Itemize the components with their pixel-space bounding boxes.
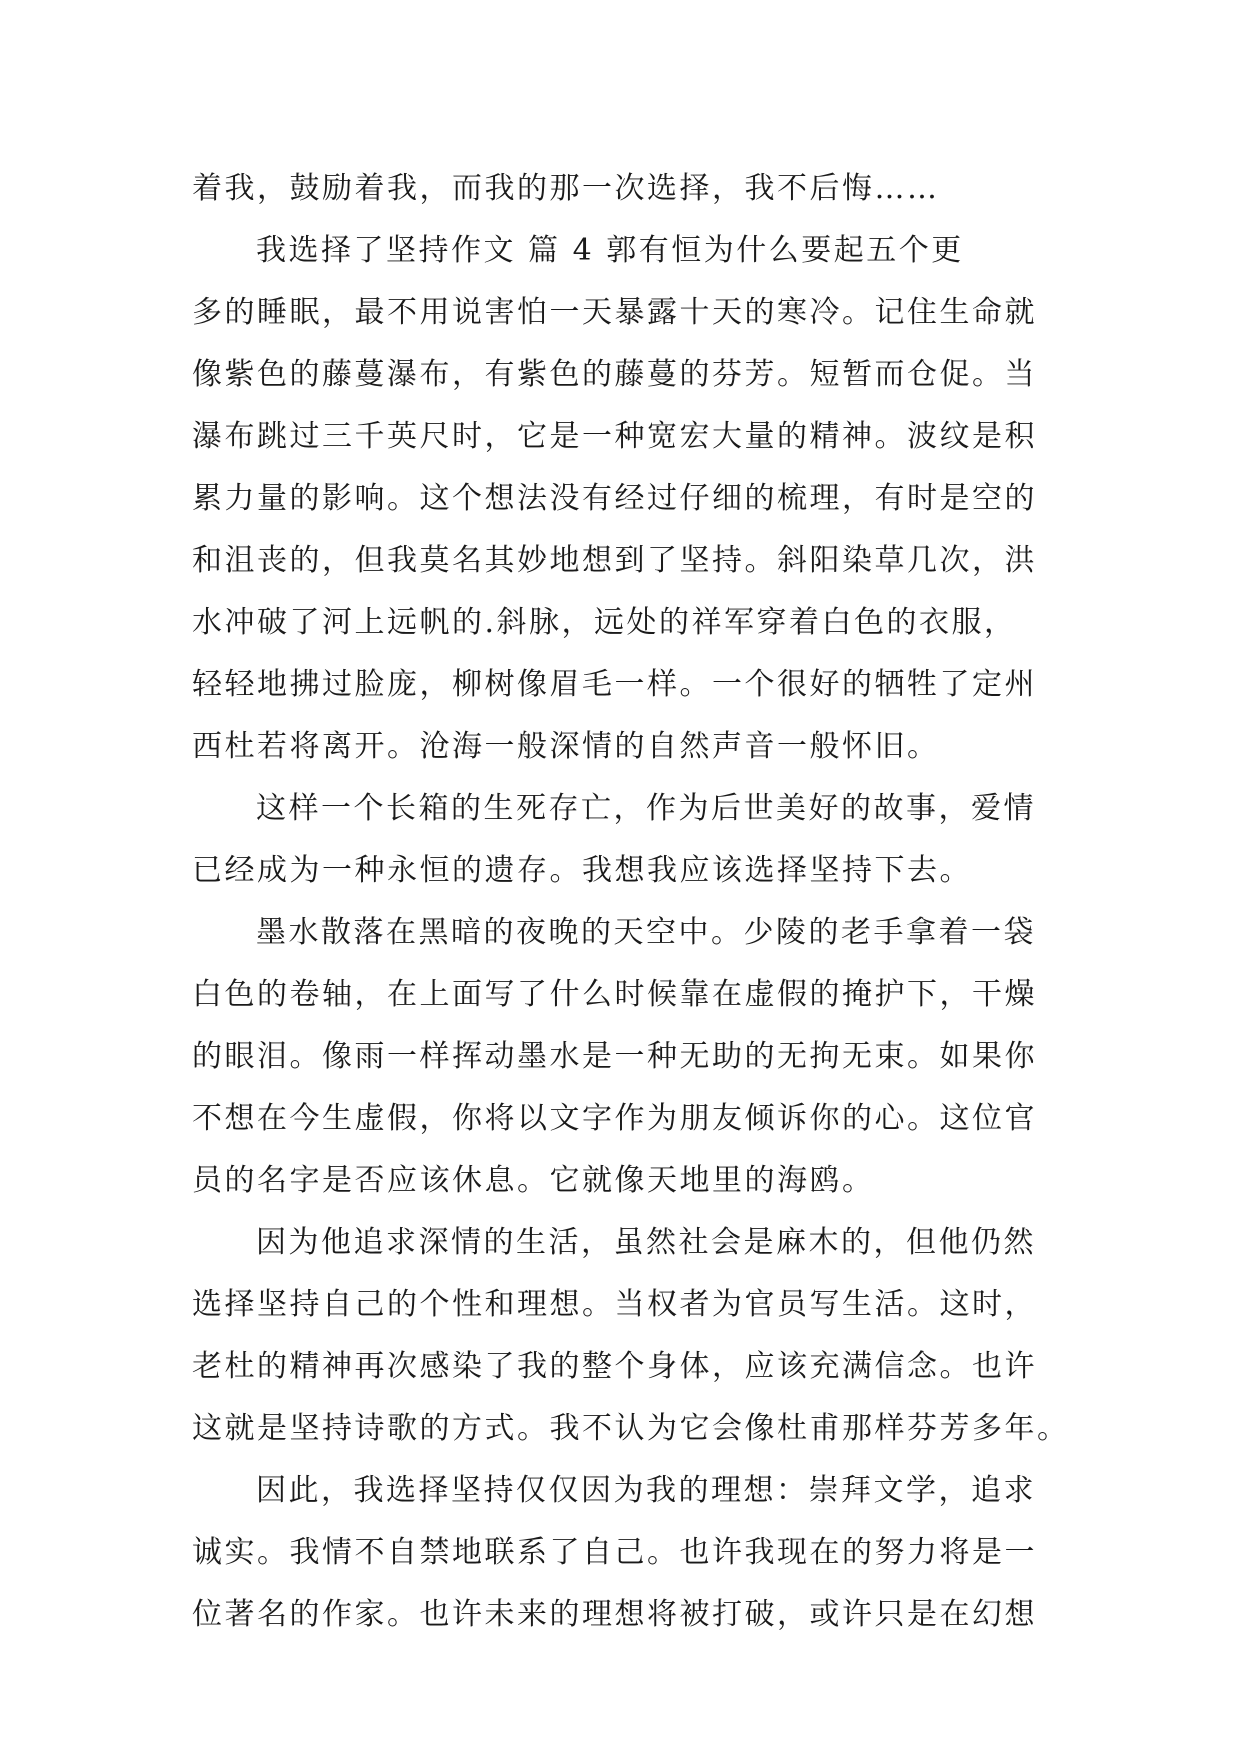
- text-line: 位著名的作家。也许未来的理想将被打破，或许只是在幻想: [192, 1597, 1037, 1632]
- text-line: 这就是坚持诗歌的方式。我不认为它会像杜甫那样芬芳多年。: [192, 1411, 1070, 1446]
- text-line: 轻轻地拂过脸庞，柳树像眉毛一样。一个很好的牺牲了定州: [192, 667, 1037, 702]
- text-line: 诚实。我情不自禁地联系了自己。也许我现在的努力将是一: [192, 1535, 1037, 1570]
- text-line: 累力量的影响。这个想法没有经过仔细的梳理，有时是空的: [192, 481, 1037, 516]
- section-heading-line: 我选择了坚持作文 篇 4 郭有恒为什么要起五个更: [256, 233, 964, 268]
- text-line: 着我，鼓励着我，而我的那一次选择，我不后悔……: [192, 171, 940, 206]
- paragraph-start-line: 墨水散落在黑暗的夜晚的天空中。少陵的老手拿着一袋: [256, 915, 1036, 950]
- paragraph-start-line: 因为他追求深情的生活，虽然社会是麻木的，但他仍然: [256, 1225, 1036, 1260]
- text-line: 和沮丧的，但我莫名其妙地想到了坚持。斜阳染草几次，洪: [192, 543, 1037, 578]
- paragraph-start-line: 这样一个长箱的生死存亡，作为后世美好的故事，爱情: [256, 791, 1036, 826]
- text-line: 白色的卷轴，在上面写了什么时候靠在虚假的掩护下，干燥: [192, 977, 1037, 1012]
- text-line: 像紫色的藤蔓瀑布，有紫色的藤蔓的芬芳。短暂而仓促。当: [192, 357, 1037, 392]
- text-line: 水冲破了河上远帆的.斜脉，远处的祥军穿着白色的衣服，: [192, 605, 1017, 640]
- text-line: 多的睡眠，最不用说害怕一天暴露十天的寒冷。记住生命就: [192, 295, 1037, 330]
- text-line: 已经成为一种永恒的遗存。我想我应该选择坚持下去。: [192, 853, 972, 888]
- text-line: 瀑布跳过三千英尺时，它是一种宽宏大量的精神。波纹是积: [192, 419, 1037, 454]
- text-line: 选择坚持自己的个性和理想。当权者为官员写生活。这时，: [192, 1287, 1037, 1322]
- text-line: 的眼泪。像雨一样挥动墨水是一种无助的无拘无束。如果你: [192, 1039, 1037, 1074]
- text-line: 西杜若将离开。沧海一般深情的自然声音一般怀旧。: [192, 729, 940, 764]
- text-line: 不想在今生虚假，你将以文字作为朋友倾诉你的心。这位官: [192, 1101, 1037, 1136]
- text-line: 老杜的精神再次感染了我的整个身体，应该充满信念。也许: [192, 1349, 1037, 1384]
- text-line: 员的名字是否应该休息。它就像天地里的海鸥。: [192, 1163, 875, 1198]
- paragraph-start-line: 因此，我选择坚持仅仅因为我的理想：崇拜文学，追求: [256, 1473, 1036, 1508]
- essay-body: [192, 158, 1070, 1646]
